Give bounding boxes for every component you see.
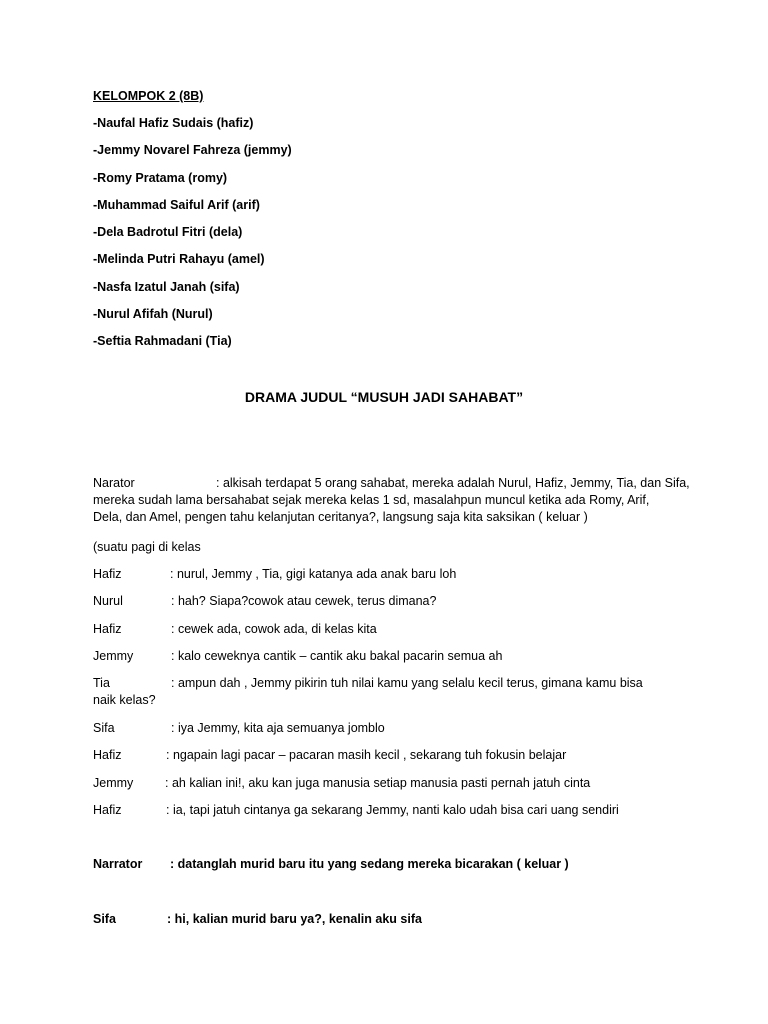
script-line <box>93 648 693 665</box>
script-line <box>93 675 693 709</box>
script-text: : hah? Siapa?cowok atau cewek, terus dimana? <box>171 594 437 608</box>
script-speaker: Sifa <box>93 721 115 735</box>
script-line <box>93 566 693 583</box>
script-text: : alkisah terdapat 5 orang sahabat, mereka adalah Nurul, Hafiz, Jemmy, Tia, dan Sifa, <box>216 476 690 490</box>
script-line <box>93 475 693 526</box>
member-item: -Melinda Putri Rahayu (amel) <box>93 252 265 267</box>
member-item: -Dela Badrotul Fitri (dela) <box>93 225 243 240</box>
script-text: : ngapain lagi pacar – pacaran masih kecil , sekarang tuh fokusin belajar <box>166 748 567 762</box>
script-speaker: Jemmy <box>93 776 134 790</box>
member-item: -Nurul Afifah (Nurul) <box>93 307 213 322</box>
script-text-cont: naik kelas? <box>93 693 156 707</box>
group-title: KELOMPOK 2 (8B) <box>93 89 204 103</box>
script-text: : kalo ceweknya cantik – cantik aku bakal pacarin semua ah <box>171 649 503 663</box>
script-speaker: Hafiz <box>93 622 122 636</box>
script-speaker: Narator <box>93 476 135 490</box>
member-item: -Muhammad Saiful Arif (arif) <box>93 197 260 212</box>
script-speaker: Hafiz <box>93 748 122 762</box>
member-list <box>93 115 292 361</box>
script-line <box>93 539 693 556</box>
script-text-cont: mereka sudah lama bersahabat sejak mereka kelas 1 sd, masalahpun muncul ketika ada Romy, Arif, <box>93 493 650 507</box>
script-text: : datanglah murid baru itu yang sedang mereka bicarakan ( keluar ) <box>170 857 569 871</box>
script-text-cont: Dela, dan Amel, pengen tahu kelanjutan ceritanya?, langsung saja kita saksikan ( keluar ) <box>93 510 588 524</box>
drama-title: DRAMA JUDUL “MUSUH JADI SAHABAT” <box>244 389 524 405</box>
script-line <box>93 911 693 928</box>
script-line <box>93 621 693 638</box>
script-speaker: Hafiz <box>93 803 122 817</box>
script-speaker: Jemmy <box>93 649 134 663</box>
script-speaker: Tia <box>93 676 110 690</box>
script-text: : iya Jemmy, kita aja semuanya jomblo <box>171 721 385 735</box>
member-item: -Nasfa Izatul Janah (sifa) <box>93 279 240 294</box>
script-line <box>93 856 693 873</box>
script-speaker: Narrator <box>93 857 143 871</box>
member-item: -Romy Pratama (romy) <box>93 170 228 185</box>
script-line <box>93 747 693 764</box>
script-line <box>93 720 693 737</box>
script-text: : hi, kalian murid baru ya?, kenalin aku sifa <box>167 912 422 926</box>
script-text: : ah kalian ini!, aku kan juga manusia setiap manusia pasti pernah jatuh cinta <box>165 776 591 790</box>
script-speaker: Nurul <box>93 594 123 608</box>
script-speaker: Sifa <box>93 912 116 926</box>
script-line <box>93 775 693 792</box>
script-line <box>93 802 693 819</box>
member-item: -Naufal Hafiz Sudais (hafiz) <box>93 116 254 130</box>
member-item: -Seftia Rahmadani (Tia) <box>93 334 232 349</box>
script-text: : ia, tapi jatuh cintanya ga sekarang Jemmy, nanti kalo udah bisa cari uang sendiri <box>166 803 619 817</box>
script-text: : nurul, Jemmy , Tia, gigi katanya ada anak baru loh <box>170 567 457 581</box>
member-item: -Jemmy Novarel Fahreza (jemmy) <box>93 143 292 158</box>
script-line <box>93 593 693 610</box>
script-speaker: Hafiz <box>93 567 122 581</box>
script-text: (suatu pagi di kelas <box>93 540 201 554</box>
script-text: : cewek ada, cowok ada, di kelas kita <box>171 622 377 636</box>
script-text: : ampun dah , Jemmy pikirin tuh nilai kamu yang selalu kecil terus, gimana kamu bisa <box>171 676 643 690</box>
